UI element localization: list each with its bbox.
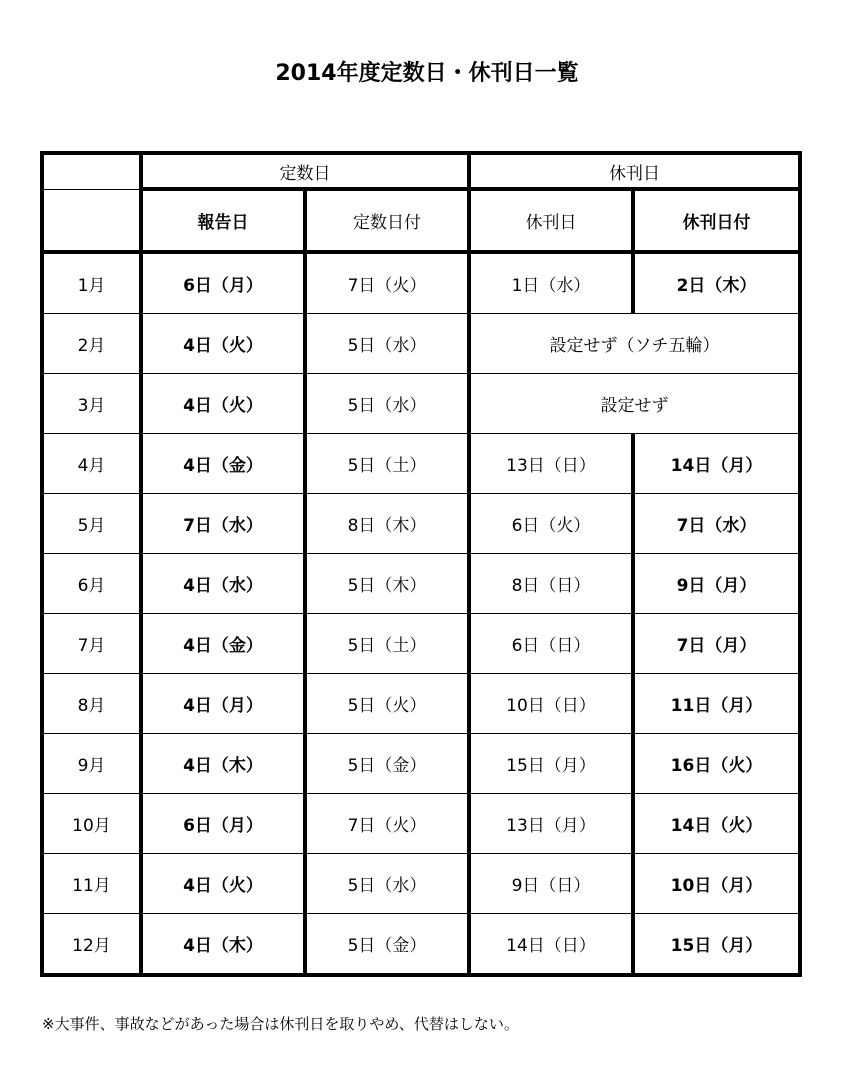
kyukan-date-cell: 14日（火） [633,794,800,854]
table-row [42,734,800,794]
report-day-cell: 4日（火） [141,854,305,914]
month-cell: 10月 [42,794,141,854]
kyukan-day-cell: 13日（日） [469,434,633,494]
teisu-date-cell: 5日（金） [305,734,469,794]
kyukan-day-cell: 9日（日） [469,854,633,914]
kyukan-group-header: 休刊日 [469,153,800,189]
page-title: 2014年度定数日・休刊日一覧 [275,61,579,86]
teisu-date-cell: 7日（火） [305,252,469,314]
month-cell: 9月 [42,734,141,794]
kyukan-date-header: 休刊日付 [633,189,800,252]
report-day-header: 報告日 [141,189,305,252]
kyukan-day-cell: 10日（日） [469,674,633,734]
report-day-cell: 4日（火） [141,374,305,434]
teisu-date-cell: 7日（火） [305,794,469,854]
report-day-cell: 4日（金） [141,434,305,494]
kyukan-date-cell: 7日（月） [633,614,800,674]
report-day-cell: 4日（水） [141,554,305,614]
month-header-cell [42,189,141,252]
kyukan-date-cell: 10日（月） [633,854,800,914]
table-row [42,794,800,854]
kyukan-day-cell: 8日（日） [469,554,633,614]
kyukan-day-cell: 13日（月） [469,794,633,854]
report-day-cell: 4日（木） [141,734,305,794]
kyukan-date-cell: 15日（月） [633,914,800,976]
kyukan-merged-cell: 設定せず [469,374,800,434]
kyukan-date-cell: 2日（木） [633,252,800,314]
table-row [42,614,800,674]
kyukan-date-cell: 11日（月） [633,674,800,734]
month-cell: 3月 [42,374,141,434]
teisu-date-cell: 5日（金） [305,914,469,976]
teisu-date-cell: 5日（水） [305,314,469,374]
kyukan-date-cell: 16日（火） [633,734,800,794]
teisu-date-cell: 5日（土） [305,434,469,494]
report-day-cell: 6日（月） [141,252,305,314]
header-row-columns [42,189,800,252]
month-cell: 7月 [42,614,141,674]
report-day-cell: 7日（水） [141,494,305,554]
report-day-cell: 4日（木） [141,914,305,976]
month-cell: 8月 [42,674,141,734]
teisu-date-cell: 8日（木） [305,494,469,554]
month-cell: 1月 [42,252,141,314]
kyukan-date-cell: 9日（月） [633,554,800,614]
report-day-cell: 6日（月） [141,794,305,854]
table-row [42,674,800,734]
table-row [42,554,800,614]
teisu-date-header: 定数日付 [305,189,469,252]
kyukan-day-cell: 15日（月） [469,734,633,794]
kyukan-date-cell: 14日（月） [633,434,800,494]
footnote: ※大事件、事故などがあった場合は休刊日を取りやめ、代替はしない。 [42,1015,519,1033]
table-row [42,914,800,976]
report-day-cell: 4日（月） [141,674,305,734]
month-cell: 5月 [42,494,141,554]
kyukan-date-cell: 7日（水） [633,494,800,554]
table-row [42,252,800,314]
kyukan-day-cell: 6日（日） [469,614,633,674]
month-cell: 2月 [42,314,141,374]
header-row-group [42,153,800,189]
teisu-date-cell: 5日（水） [305,374,469,434]
teisu-date-cell: 5日（水） [305,854,469,914]
kyukan-merged-cell: 設定せず（ソチ五輪） [469,314,800,374]
table-row [42,434,800,494]
teisu-date-cell: 5日（木） [305,554,469,614]
table-row [42,314,800,374]
report-day-cell: 4日（火） [141,314,305,374]
month-cell: 12月 [42,914,141,976]
kyukan-day-header: 休刊日 [469,189,633,252]
table-row [42,854,800,914]
report-day-cell: 4日（金） [141,614,305,674]
teisu-date-cell: 5日（土） [305,614,469,674]
kyukan-day-cell: 1日（水） [469,252,633,314]
kyukan-day-cell: 14日（日） [469,914,633,976]
kyukan-day-cell: 6日（火） [469,494,633,554]
table-row [42,374,800,434]
teisu-date-cell: 5日（火） [305,674,469,734]
month-cell: 11月 [42,854,141,914]
month-cell: 4月 [42,434,141,494]
schedule-table [40,151,802,977]
teisu-group-header: 定数日 [141,153,469,189]
corner-cell [42,153,141,189]
month-cell: 6月 [42,554,141,614]
table-row [42,494,800,554]
